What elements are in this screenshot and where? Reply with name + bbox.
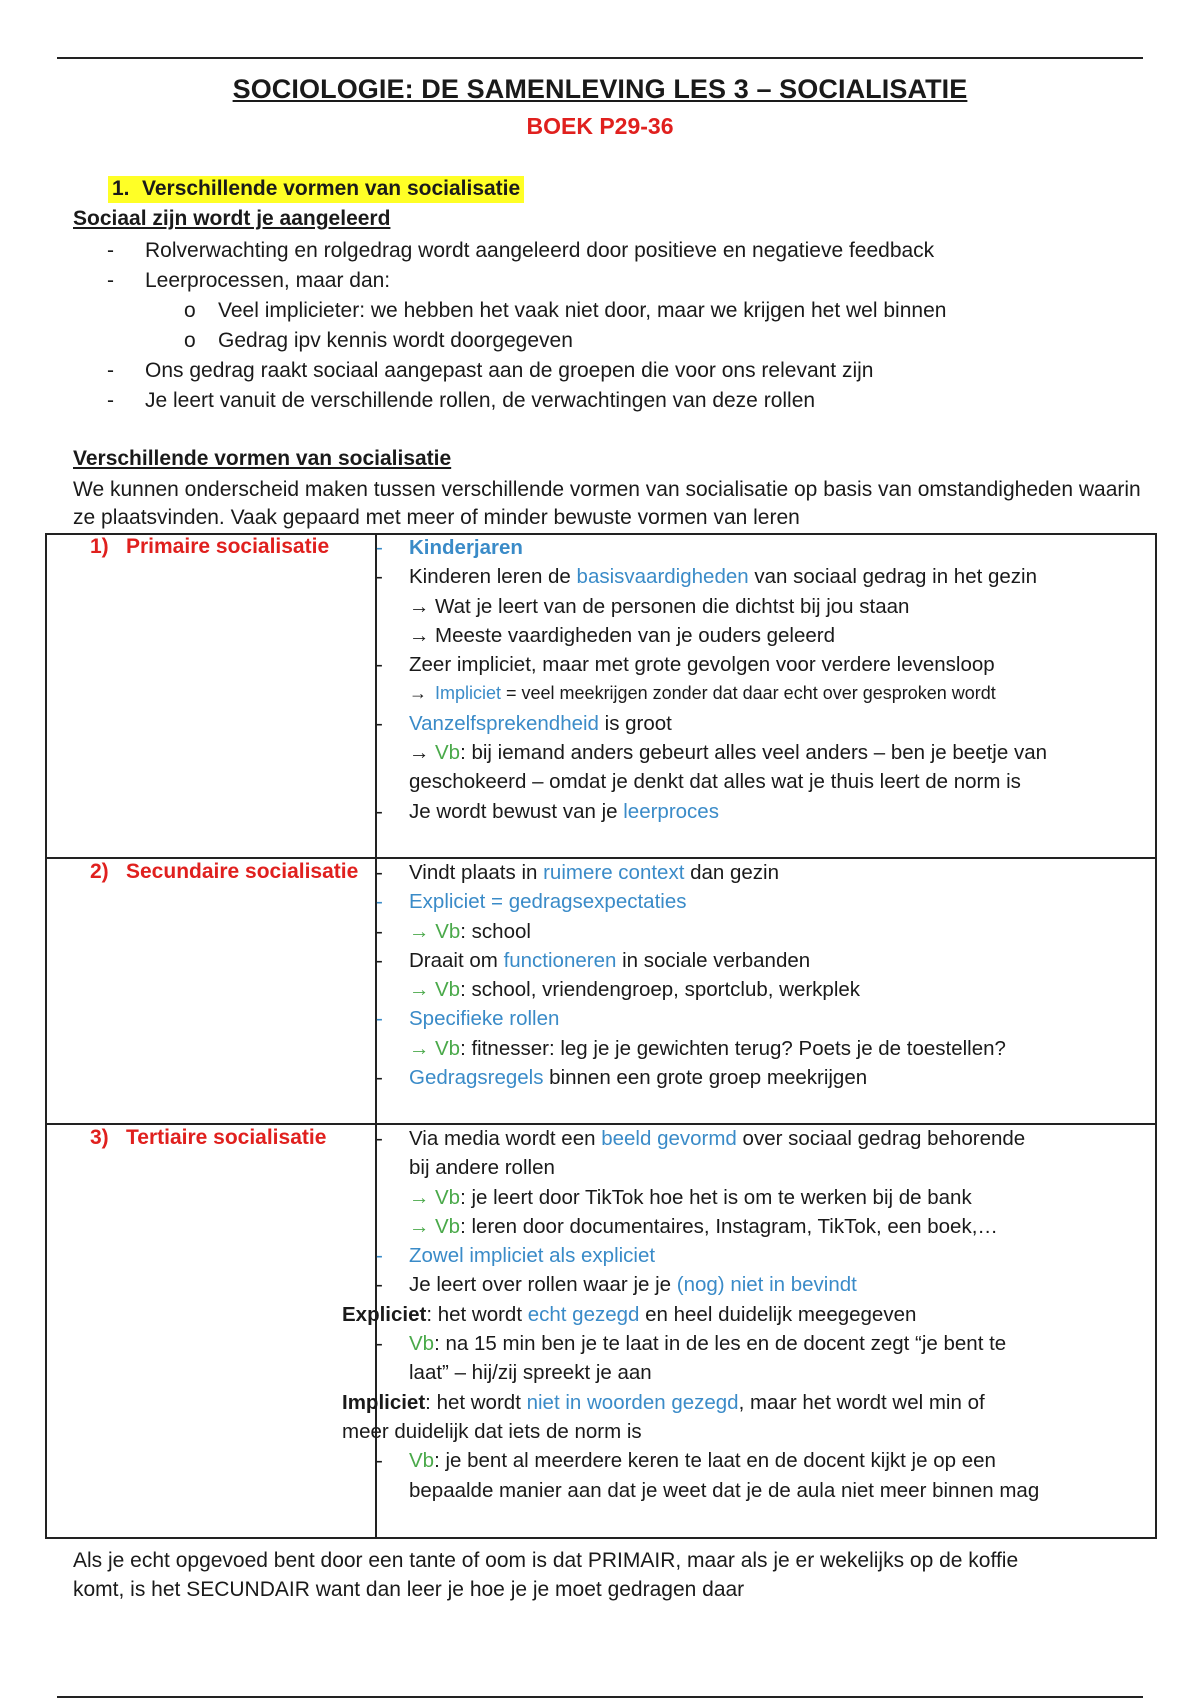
list-item: - Draait om functioneren in sociale verbanden xyxy=(376,948,811,972)
arrow-line: → Vb: bij iemand anders gebeurt alles veel anders – ben je beetje van xyxy=(338,738,1108,767)
section-heading xyxy=(108,176,524,203)
arrow-line: → Vb: leren door documentaires, Instagram, TikTok, een boek,… xyxy=(338,1212,1108,1241)
page-subtitle: BOEK P29-36 xyxy=(526,113,674,139)
text-line: bepaalde manier aan dat je weet dat je de aula niet meer binnen mag xyxy=(409,1478,1040,1502)
dash-bullet: - xyxy=(107,269,114,292)
arrow-icon: → xyxy=(409,1214,430,1238)
list-item: - Via media wordt een beeld gevormd over sociaal gedrag behorende xyxy=(376,1127,1026,1150)
list-item: - Kinderjaren xyxy=(376,536,523,559)
text-line: bij andere rollen xyxy=(409,1156,555,1180)
bottom-rule xyxy=(57,1696,1143,1698)
subheading-sociaal: Sociaal zijn wordt je aangeleerd xyxy=(73,207,391,230)
text-line: geschokeerd – omdat je denkt dat alles wat je thuis leert de norm is xyxy=(409,770,1021,794)
section-title: Verschillende vormen van socialisatie xyxy=(142,177,521,200)
row-content-primary xyxy=(338,533,1108,826)
row-label-tertiary: 3) Tertiaire socialisatie xyxy=(90,1126,327,1149)
arrow-icon: → xyxy=(409,978,430,1002)
subheading-vormen: Verschillende vormen van socialisatie xyxy=(73,447,452,470)
list-item: - Kinderen leren de basisvaardigheden van sociaal gedrag in het gezin xyxy=(376,565,1037,589)
page-title: SOCIOLOGIE: DE SAMENLEVING LES 3 – SOCIALISATIE xyxy=(232,74,968,104)
arrow-icon: → xyxy=(409,919,430,943)
arrow-line: → Vb: school, vriendengroep, sportclub, werkplek xyxy=(338,975,1108,1004)
arrow-line: → Impliciet = veel meekrijgen zonder dat daar echt over gesproken wordt xyxy=(338,679,1108,708)
arrow-icon: → xyxy=(409,1036,430,1060)
text-line: Expliciet: het wordt echt gezegd en heel duidelijk meegegeven xyxy=(342,1302,917,1326)
list-item: - Vanzelfsprekendheid is groot xyxy=(376,711,672,735)
list-item: - Specifieke rollen xyxy=(376,1007,560,1031)
arrow-icon: → xyxy=(409,623,430,647)
list-item: - Je wordt bewust van je leerproces xyxy=(376,799,719,823)
row-label-secondary: 2) Secundaire socialisatie xyxy=(90,860,359,883)
list-item: - → Vb: school xyxy=(376,919,531,943)
list-item: - Rolverwachting en rolgedrag wordt aangeleerd door positieve en negatieve feedback xyxy=(73,236,1133,266)
text-line: meer duidelijk dat iets de norm is xyxy=(342,1419,642,1443)
list-item: - Je leert over rollen waar je je (nog) niet in bevindt xyxy=(376,1273,857,1297)
text-line: laat” – hij/zij spreekt je aan xyxy=(409,1361,652,1385)
list-item: - Leerprocessen, maar dan: xyxy=(73,266,1133,296)
arrow-icon: → xyxy=(409,594,430,618)
top-rule xyxy=(57,57,1143,59)
arrow-line: → Vb: je leert door TikTok hoe het is om te werken bij de bank xyxy=(338,1183,1108,1212)
section-number: 1. xyxy=(112,177,130,200)
arrow-icon: → xyxy=(409,741,430,765)
list-item: - Zowel impliciet als expliciet xyxy=(376,1244,656,1268)
circle-bullet: o xyxy=(184,299,196,322)
arrow-line: → Meeste vaardigheden van je ouders geleerd xyxy=(338,621,1108,650)
dash-bullet: - xyxy=(107,359,114,382)
intro-paragraph: We kunnen onderscheid maken tussen verschillende vormen van socialisatie op basis van omstandigheden waarin ze plaatsvinden. Vaak gepaard met meer of minder bewuste vormen van leren xyxy=(73,478,1141,529)
list-item: - Ons gedrag raakt sociaal aangepast aan de groepen die voor ons relevant zijn xyxy=(73,356,1133,386)
list-item: - Vindt plaats in ruimere context dan gezin xyxy=(376,861,779,884)
row-content-secondary xyxy=(338,858,1108,1092)
list-item: - Je leert vanuit de verschillende rollen, de verwachtingen van deze rollen xyxy=(73,386,1133,416)
row-label-primary: 1) Primaire socialisatie xyxy=(90,535,330,558)
list-item: - Gedragsregels binnen een grote groep meekrijgen xyxy=(376,1066,868,1090)
sub-list-item: o Veel implicieter: we hebben het vaak niet door, maar we krijgen het wel binnen xyxy=(73,296,1133,326)
circle-bullet: o xyxy=(184,329,196,352)
text-line: Impliciet: het wordt niet in woorden gezegd, maar het wordt wel min of xyxy=(342,1390,985,1414)
footer-paragraph: Als je echt opgevoed bent door een tante of oom is dat PRIMAIR, maar als je er wekelijks op de koffie komt, is het SECUNDAIR want dan leer je hoe je je moet gedragen daar xyxy=(73,1549,1019,1601)
list-item: - Zeer impliciet, maar met grote gevolgen voor verdere levensloop xyxy=(376,653,995,677)
arrow-icon: → xyxy=(409,683,427,704)
row-content-tertiary xyxy=(338,1124,1108,1505)
arrow-line: → Vb: fitnesser: leg je je gewichten terug? Poets je de toestellen? xyxy=(338,1034,1108,1063)
bullet-list xyxy=(73,236,1133,416)
sub-list-item: o Gedrag ipv kennis wordt doorgegeven xyxy=(73,326,1133,356)
list-item: - Expliciet = gedragsexpectaties xyxy=(376,890,687,914)
arrow-icon: → xyxy=(409,1185,430,1209)
list-item: - Vb: je bent al meerdere keren te laat en de docent kijkt je op een xyxy=(376,1449,996,1473)
list-item: - Vb: na 15 min ben je te laat in de les en de docent zegt “je bent te xyxy=(376,1332,1007,1356)
dash-bullet: - xyxy=(107,389,114,412)
arrow-line: → Wat je leert van de personen die dichtst bij jou staan xyxy=(338,592,1108,621)
dash-bullet: - xyxy=(107,239,114,262)
